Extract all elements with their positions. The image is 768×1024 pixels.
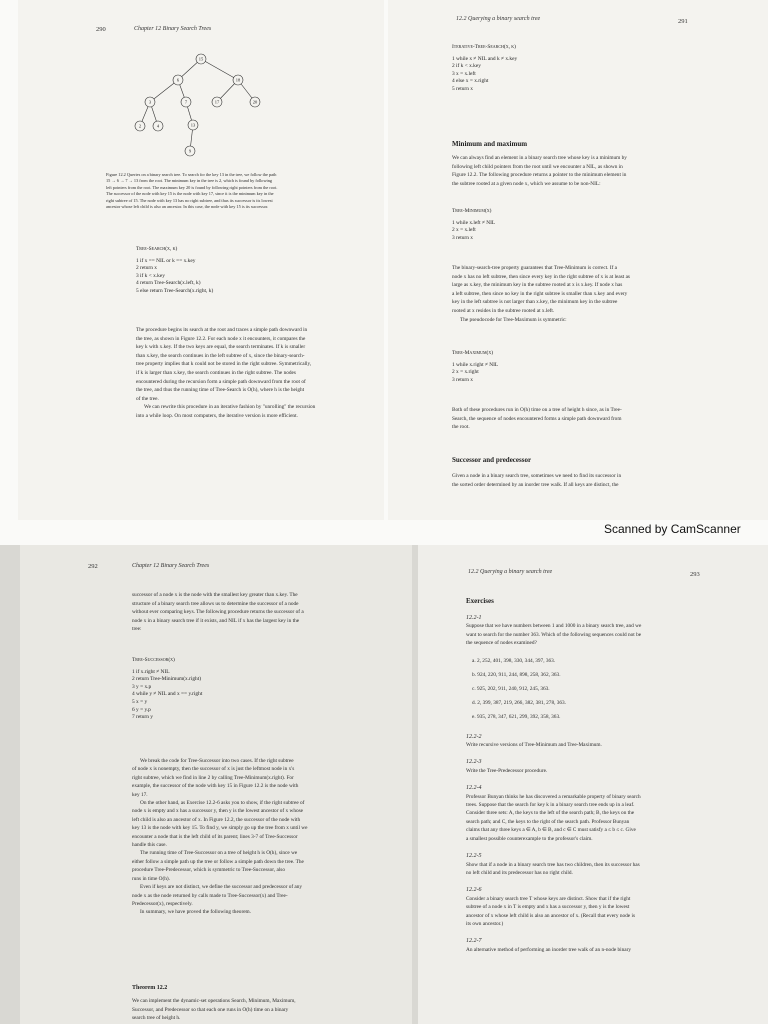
- page-291: [388, 0, 768, 520]
- text-line: We can always find an element in a binary search tree whose key is a minimum by: [452, 155, 627, 161]
- text-line: a left subtree, then since no key in the right subtree is smaller than x.key and every: [452, 290, 628, 297]
- sequence-option: e. 935, 278, 347, 621, 299, 392, 358, 363.: [472, 713, 561, 720]
- code-line: 3 if k < x.key: [136, 272, 165, 279]
- exercise-id: 12.2-4: [466, 785, 482, 792]
- text-line: encounter a node that is the left child of its parent; lines 3-7 of Tree-Successor: [132, 833, 298, 840]
- node-label: 7: [184, 99, 188, 105]
- text-line: runs in time O(h).: [132, 875, 170, 882]
- text-line: tree property implies that k could not be stored in the right subtree. Symmetrically,: [136, 361, 312, 368]
- page-293: [418, 545, 768, 1024]
- text-line: the sequence of nodes examined?: [466, 640, 537, 647]
- node-label: 18: [235, 77, 241, 83]
- procedure-title: Tree-Search(x, k): [136, 246, 178, 252]
- page-number: 290: [96, 26, 106, 33]
- code-line: 4 while y ≠ NIL and x == y.right: [132, 691, 203, 698]
- code-line: 1 if x.right ≠ NIL: [132, 668, 170, 675]
- exercise-id: 12.2-7: [466, 938, 482, 945]
- text-line: key k with x.key. If the two keys are equal, the search terminates. If k is smaller: [136, 344, 306, 351]
- node-label: 15: [198, 56, 204, 62]
- bottom-scan: [0, 545, 768, 1024]
- text-line: node x is empty and x has a successor y, then y is the lowest ancestor of x whose: [132, 808, 304, 815]
- code-line: 7 return y: [132, 714, 153, 721]
- tree-minimum-code: [452, 208, 495, 242]
- node-label: 9: [188, 148, 192, 154]
- text-line: node x in a binary search tree if it exists, and NIL if x has the largest key in the: [132, 617, 300, 624]
- text-line: Write the Tree-Predecessor procedure.: [466, 767, 548, 774]
- tree-maximum-code: [452, 350, 498, 384]
- text-line: the sorted order determined by an inorder tree walk. If all keys are distinct, the: [452, 481, 619, 488]
- text-line: key 17.: [132, 791, 148, 798]
- sequence-option: c. 925, 202, 911, 240, 912, 245, 363.: [472, 685, 550, 692]
- text-line: search path; and C, the keys to the right of the search path. Professor Bunyan: [466, 818, 630, 825]
- exercise-id: 12.2-1: [466, 615, 482, 621]
- minmax-text-2: [452, 264, 742, 324]
- text-line: key 13 is the node with key 15. To find y, we simply go up the tree from x until we: [132, 825, 308, 832]
- text-line: the subtree rooted at a given node x, which we assume to be non-NIL:: [452, 180, 601, 187]
- text-line: successor of a node x is the node with the smallest key greater than x.key. The: [132, 592, 298, 598]
- sequence-option: d. 2, 399, 387, 219, 266, 382, 381, 278, 363.: [472, 699, 567, 706]
- code-line: 1 while x.left ≠ NIL: [452, 219, 496, 226]
- page-number: 293: [690, 571, 700, 578]
- text-line: claims that any three keys a ∈ A, b ∈ B, and c ∈ C must satisfy a ≤ b ≤ c. Give: [466, 827, 636, 834]
- text-line: no left child and its predecessor has no right child.: [466, 869, 573, 876]
- code-line: 2 return Tree-Minimum(x.right): [132, 676, 202, 683]
- sequence-option: a. 2, 252, 401, 398, 330, 344, 397, 363.: [472, 657, 556, 664]
- text-line: either follow a simple path up the tree or follow a simple path down the tree. The: [132, 858, 304, 865]
- text-line: the tree, and thus the running time of Tree-Search is O(h), where h is the height: [136, 387, 305, 394]
- text-line: rooted at x resides in the subtree rooted at x.left.: [452, 307, 555, 314]
- text-line: node x as the node returned by calls made to Tree-Successor(x) and Tree-: [132, 892, 288, 899]
- text-line: subtree of a node x in T is empty and x has a successor y, then y is the lowest: [466, 904, 630, 911]
- section-heading-minmax: Minimum and maximum: [452, 140, 528, 148]
- text-line: Successor, and Predecessor so that each one runs in O(h) time on a binary: [132, 1006, 289, 1013]
- caption-line: right subtree of 15. The node with key 13 has no right subtree, and thus its successor is its lowest: [106, 197, 273, 203]
- text-line: left child is also an ancestor of x. In Figure 12.2, the successor of the node with: [132, 816, 301, 823]
- text-line: The procedure begins its search at the root and traces a simple path downward in: [136, 327, 308, 333]
- text-line: We can implement the dynamic-set operations Search, Minimum, Maximum,: [132, 998, 296, 1004]
- text-line: right subtree, which we find in line 2 by calling Tree-Minimum(x.right). For: [132, 774, 294, 781]
- text-line: its own ancestor.): [466, 920, 504, 927]
- code-line: 2 return x: [136, 265, 157, 272]
- text-line: search tree of height h.: [132, 1015, 181, 1022]
- code-line: 3 return x: [452, 376, 473, 383]
- code-line: 1 while x.right ≠ NIL: [452, 361, 499, 368]
- text-line: The pseudocode for Tree-Maximum is symmetric:: [460, 316, 567, 323]
- text-line: without ever comparing keys. The following procedure returns the successor of a: [132, 609, 304, 616]
- tree-search-code: [136, 246, 213, 296]
- caption-line: 15 → 6 → 7 → 13 from the root. The minimum key in the tree is 2, which is found by following: [106, 178, 273, 184]
- code-line: 5 x = y: [132, 698, 148, 705]
- body-text: [136, 326, 376, 421]
- node-label: 2: [138, 123, 142, 129]
- code-line: 2 x = x.right: [452, 369, 479, 376]
- scanner-watermark: Scanned by CamScanner: [604, 522, 741, 536]
- text-line: encountered during the recursion form a simple path downward from the root of: [136, 378, 306, 385]
- running-header: Chapter 12 Binary Search Trees: [134, 26, 212, 32]
- code-line: 4 else x = x.right: [452, 78, 489, 85]
- procedure-title: Tree-Successor(x): [132, 657, 175, 663]
- text-line: Consider a binary search tree T whose keys are distinct. Show that if the right: [466, 895, 631, 902]
- running-header: 12.2 Querying a binary search tree: [456, 16, 541, 22]
- exercise-id: 12.2-3: [466, 759, 482, 766]
- text-line: The running time of Tree-Successor on a tree of height h is O(h), since we: [140, 850, 298, 857]
- iterative-search-code: [452, 44, 517, 94]
- minmax-text: [452, 154, 742, 188]
- text-line: We can rewrite this procedure in an iterative fashion by "unrolling" the recursion: [144, 404, 316, 411]
- successor-body: [132, 757, 394, 917]
- text-line: following left child pointers from the root until we encounter a NIL, as shown in: [452, 163, 623, 170]
- text-line: key in the left subtree is not larger than x.key, the minimum key in the subtree: [452, 299, 618, 306]
- text-line: procedure Tree-Predecessor, which is symmetric to Tree-Successor, also: [132, 867, 286, 874]
- running-header: 12.2 Querying a binary search tree: [468, 569, 553, 575]
- procedure-title: Tree-Maximum(x): [452, 350, 494, 356]
- page-290: [18, 0, 384, 520]
- text-line: We break the code for Tree-Successor into two cases. If the right subtree: [140, 758, 294, 764]
- code-line: 3 y = x.p: [132, 683, 152, 690]
- procedure-title: Tree-Minimum(x): [452, 208, 492, 214]
- text-line: Figure 12.2. The following procedure returns a pointer to the minimum element in: [452, 172, 627, 179]
- code-line: 4 return Tree-Search(x.left, k): [136, 280, 201, 287]
- code-line: 6 y = y.p: [132, 706, 151, 713]
- tree-successor-code: [132, 657, 202, 722]
- code-line: 5 else return Tree-Search(x.right, k): [136, 287, 214, 294]
- code-line: 3 return x: [452, 234, 473, 241]
- text-line: Search, the sequence of nodes encountered forms a simple path downward from: [452, 415, 622, 422]
- sequence-option: b. 924, 220, 911, 244, 898, 258, 362, 363.: [472, 671, 561, 678]
- procedure-title: Iterative-Tree-Search(x, k): [452, 44, 516, 50]
- text-line: a smallest possible counterexample to the professor's claim.: [466, 835, 593, 842]
- text-line: if k is larger than x.key, the search continues in the right subtree. The nodes: [136, 369, 296, 376]
- text-line: node x has no left subtree, then since every key in the right subtree of x is at least as: [452, 273, 630, 280]
- text-line: Suppose that we have numbers between 1 and 1000 in a binary search tree, and we: [466, 623, 642, 630]
- minmax-text-3: [452, 406, 742, 432]
- text-line: of node x is nonempty, then the successor of x is just the leftmost node in x's: [132, 766, 295, 773]
- text-line: the tree, as shown in Figure 12.2. For each node x it encounters, it compares the: [136, 335, 306, 342]
- text-line: On the other hand, as Exercise 12.2-6 asks you to show, if the right subtree of: [140, 800, 305, 807]
- exercise-id: 12.2-6: [466, 887, 482, 894]
- exercises-list: [466, 605, 756, 954]
- text-line: example, the successor of the node with key 15 in Figure 12.2 is the node with: [132, 783, 299, 790]
- text-line: large as x.key, the minimum key in the subtree rooted at x is x.key. If node x has: [452, 282, 623, 289]
- node-label: 20: [252, 99, 258, 105]
- section-heading-successor: Successor and predecessor: [452, 456, 532, 464]
- bst-figure: [134, 50, 314, 160]
- text-line: Show that if a node in a binary search tree has two children, then its successor has: [466, 861, 640, 868]
- text-line: ancestor of x whose left child is also an ancestor of x. (Recall that every node is: [466, 912, 636, 919]
- code-line: 1 if x == NIL or k == x.key: [136, 257, 196, 264]
- figure-caption: [106, 172, 374, 210]
- code-line: 2 x = x.left: [452, 227, 476, 234]
- text-line: Given a node in a binary search tree, sometimes we need to find its successor in: [452, 473, 622, 479]
- text-line: In summary, we have proved the following theorem.: [140, 909, 252, 916]
- successor-intro: [132, 591, 392, 634]
- code-line: 1 while x ≠ NIL and k ≠ x.key: [452, 55, 518, 62]
- text-line: trees. Suppose that the search for key k in a binary search tree ends up in a leaf.: [466, 802, 635, 809]
- caption-line: The successor of the node with key 15 is the node with key 17, since it is the minimum key in the: [106, 191, 274, 197]
- text-line: An alternative method of performing an inorder tree walk of an n-node binary: [466, 946, 632, 953]
- exercise-id: 12.2-5: [466, 853, 482, 860]
- text-line: than x.key, the search continues in the left subtree of x, since the binary-search-: [136, 352, 305, 359]
- text-line: Professor Bunyan thinks he has discovered a remarkable property of binary search: [466, 793, 641, 800]
- text-line: Even if keys are not distinct, we define the successor and predecessor of any: [140, 884, 303, 891]
- text-line: structure of a binary search tree allows us to determine the successor of a node: [132, 600, 299, 607]
- page-292: [20, 545, 412, 1024]
- text-line: Both of these procedures run in O(h) time on a tree of height h since, as in Tree-: [452, 407, 622, 413]
- node-label: 3: [148, 99, 152, 105]
- node-label: 13: [190, 122, 196, 128]
- exercises-heading: Exercises: [466, 597, 494, 605]
- theorem-heading: Theorem 12.2: [132, 985, 168, 991]
- text-line: Write recursive versions of Tree-Minimum and Tree-Maximum.: [466, 742, 602, 749]
- text-line: handle this case.: [132, 842, 167, 849]
- text-line: want to search for the number 363. Which of the following sequences could not be: [466, 631, 642, 638]
- running-header: Chapter 12 Binary Search Trees: [132, 563, 210, 569]
- page-number: 291: [678, 18, 688, 25]
- text-line: of the tree.: [136, 395, 159, 402]
- code-line: 3 x = x.left: [452, 70, 476, 77]
- text-line: Predecessor(x), respectively.: [132, 900, 193, 907]
- successor-text: [452, 472, 742, 489]
- caption-line: ancestor whose left child is also an ancestor. In this case, the node with key 15 is its successor.: [106, 204, 269, 210]
- caption-line: left pointers from the root. The maximum key 20 is found by following right pointers from the root.: [106, 184, 278, 190]
- code-line: 2 if k < x.key: [452, 63, 481, 70]
- text-line: into a while loop. On most computers, the iterative version is more efficient.: [136, 412, 298, 419]
- theorem-text: [132, 997, 394, 1023]
- code-line: 5 return x: [452, 85, 473, 92]
- text-line: tree:: [132, 626, 142, 633]
- text-line: the root.: [452, 424, 470, 431]
- node-label: 17: [214, 99, 220, 105]
- text-line: Consider three sets: A, the keys to the left of the search path; B, the keys on the: [466, 810, 635, 817]
- node-label: 6: [176, 77, 180, 83]
- caption-line: Figure 12.2 Queries on a binary search tree. To search for the key 13 in the tree, we follow the path: [106, 172, 277, 177]
- exercise-id: 12.2-2: [466, 733, 482, 740]
- node-label: 4: [156, 123, 160, 129]
- page-number: 292: [88, 563, 98, 570]
- text-line: The binary-search-tree property guarantees that Tree-Minimum is correct. If a: [452, 265, 618, 271]
